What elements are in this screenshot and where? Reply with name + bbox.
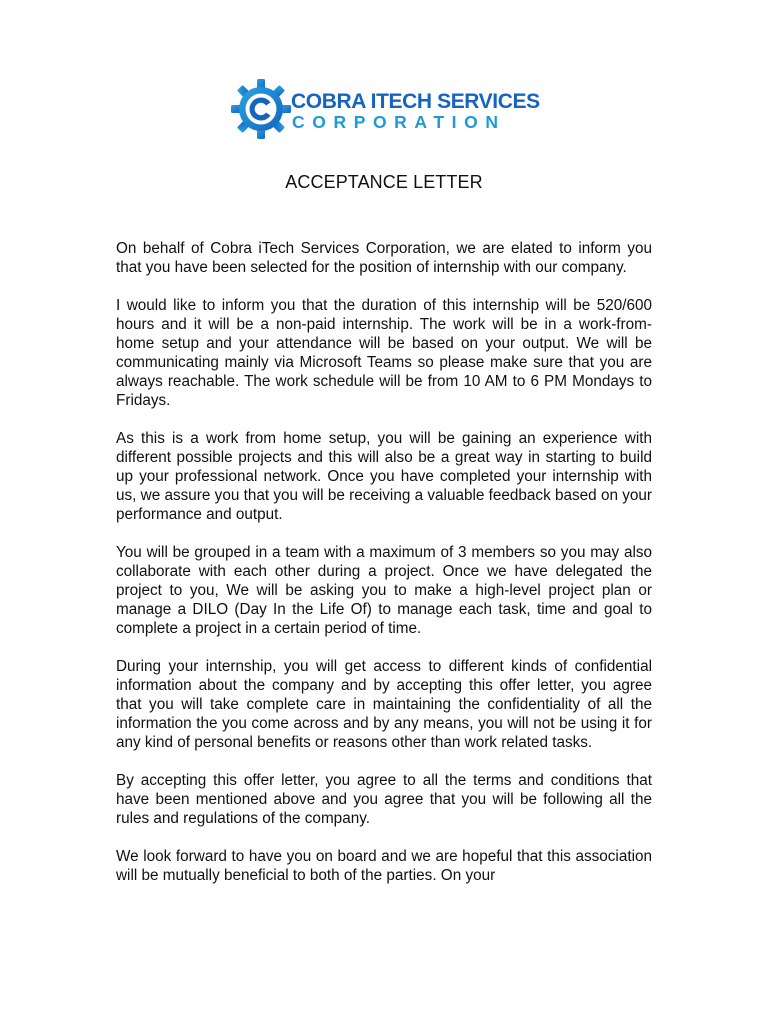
letter-paragraph: During your internship, you will get access to different kinds of confidential information about the company and by accepting this offer letter, you agree that you will take complete care in maintaining the confidentiality of all the information the you come across and by any means, you will not be using it for any kind of personal benefits or reasons other than work related tasks. <box>116 658 652 751</box>
letter-paragraph: You will be grouped in a team with a maximum of 3 members so you may also collaborate with each other during a project. Once we have delegated the project to you, We will be asking you to make a high-level project plan or manage a DILO (Day In the Life Of) to manage each task, time and goal to complete a project in a certain period of time. <box>116 544 652 637</box>
letter-paragraph: On behalf of Cobra iTech Services Corporation, we are elated to inform you that you have been selected for the position of internship with our company. <box>116 240 652 276</box>
letter-paragraph: By accepting this offer letter, you agree to all the terms and conditions that have been mentioned above and you agree that you will be following all the rules and regulations of the company. <box>116 772 652 827</box>
letter-paragraph: We look forward to have you on board and we are hopeful that this association will be mutually beneficial to both of the parties. On your <box>116 848 652 884</box>
company-name-line1: COBRA ITECH SERVICES <box>291 90 540 113</box>
letter-paragraph: As this is a work from home setup, you will be gaining an experience with different possible projects and this will also be a great way in starting to build up your professional network. Once you have completed your internship with us, we assure you that you will be receiving a valuable feedback based on your performance and output. <box>116 430 652 523</box>
company-logo <box>230 78 540 140</box>
letter-paragraph: I would like to inform you that the duration of this internship will be 520/600 hours and it will be a non-paid internship. The work will be in a work-from-home setup and your attendance will be based on your output. We will be communicating mainly via Microsoft Teams so please make sure that you are always reachable. The work schedule will be from 10 AM to 6 PM Mondays to Fridays. <box>116 297 652 409</box>
gear-c-logo-icon <box>230 78 292 140</box>
letter-title: ACCEPTANCE LETTER <box>285 172 483 192</box>
company-name-line2: CORPORATION <box>292 112 506 132</box>
letter-body <box>116 239 652 904</box>
